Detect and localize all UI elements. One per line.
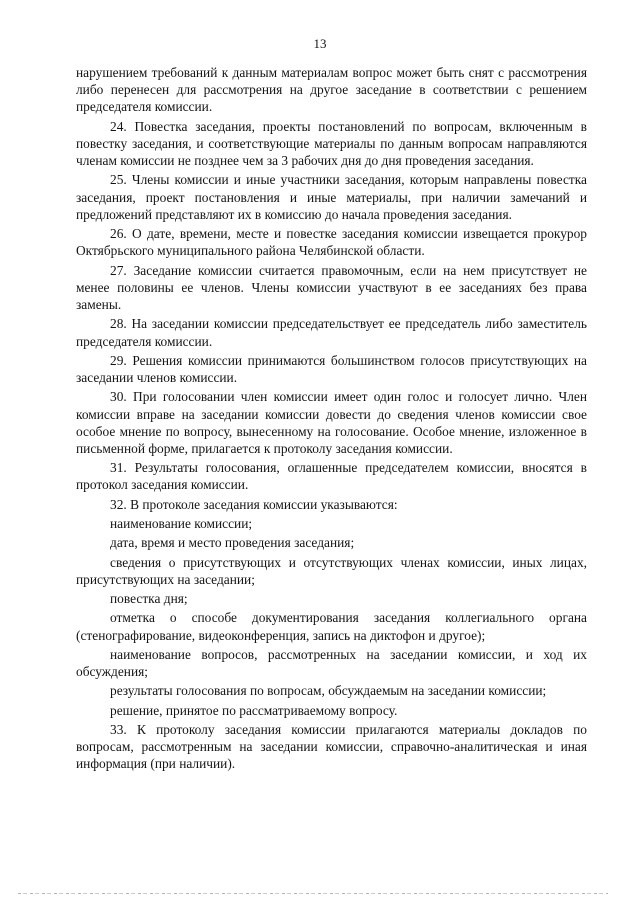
paragraph-28: 28. На заседании комиссии председательствует ее председатель либо заместитель председателя комиссии. xyxy=(76,316,587,349)
paragraph-33: 33. К протоколу заседания комиссии прилагаются материалы докладов по вопросам, рассмотренным на заседании комиссии, справочно-аналитическая и иная информация (при наличии). xyxy=(76,722,587,772)
list-item: дата, время и место проведения заседания; xyxy=(110,535,355,551)
paragraph-29: 29. Решения комиссии принимаются большинством голосов присутствующих на заседании членов комиссии. xyxy=(76,352,587,386)
paragraph-31: 31. Результаты голосования, оглашенные председателем комиссии, вносятся в протокол заседания комиссии. xyxy=(76,460,587,493)
list-item: результаты голосования по вопросам, обсуждаемым на заседании комиссии; xyxy=(110,683,547,699)
page-number: 13 xyxy=(313,36,327,51)
list-item: сведения о присутствующих и отсутствующих членах комиссии, иных лицах, присутствующих на заседании; xyxy=(76,554,587,587)
paragraph-30: 30. При голосовании член комиссии имеет один голос и голосует лично. Член комиссии вправе на заседании комиссии довести до сведения членов комиссии свое особое мнение по вопросу, вынесенному на голосование. Особое мнение, изложенное в письменной форме, прилагается к протоколу заседания комиссии. xyxy=(76,389,587,456)
paragraph-24: 24. Повестка заседания, проекты постановлений по вопросам, включенным в повестку заседания, и соответствующие материалы по данным вопросам направляются членам комиссии не позднее чем за 3 рабочих дня до дня проведения заседания. xyxy=(76,118,587,169)
paragraph-32: 32. В протоколе заседания комиссии указываются: xyxy=(110,496,398,512)
paragraph-26: 26. О дате, времени, месте и повестке заседания комиссии извещается прокурор Октябрьского муниципального района Челябинской области. xyxy=(76,226,587,259)
paragraph-27: 27. Заседание комиссии считается правомочным, если на нем присутствует не менее половины ее членов. Члены комиссии участвуют в ее заседаниях без права замены. xyxy=(76,262,587,313)
scan-edge-line xyxy=(18,893,608,894)
list-item: отметка о способе документирования заседания коллегиального органа (стенографирование, видеоконференция, запись на диктофон и другое); xyxy=(76,610,587,643)
list-item: наименование вопросов, рассмотренных на заседании комиссии, и ход их обсуждения; xyxy=(76,646,587,680)
document-body xyxy=(76,64,587,773)
list-item: наименование комиссии; xyxy=(110,516,253,532)
list-item: решение, принятое по рассматриваемому вопросу. xyxy=(110,702,398,718)
list-item: повестка дня; xyxy=(110,591,188,607)
paragraph-25: 25. Члены комиссии и иные участники заседания, которым направлены повестка заседания, проект постановления и иные материалы, при наличии замечаний и предложений представляют их в комиссию до начала проведения заседания. xyxy=(76,172,587,222)
paragraph-continuation: нарушением требований к данным материалам вопрос может быть снят с рассмотрения либо перенесен для рассмотрения на другое заседание в соответствии с решением председателя комиссии. xyxy=(76,65,587,115)
